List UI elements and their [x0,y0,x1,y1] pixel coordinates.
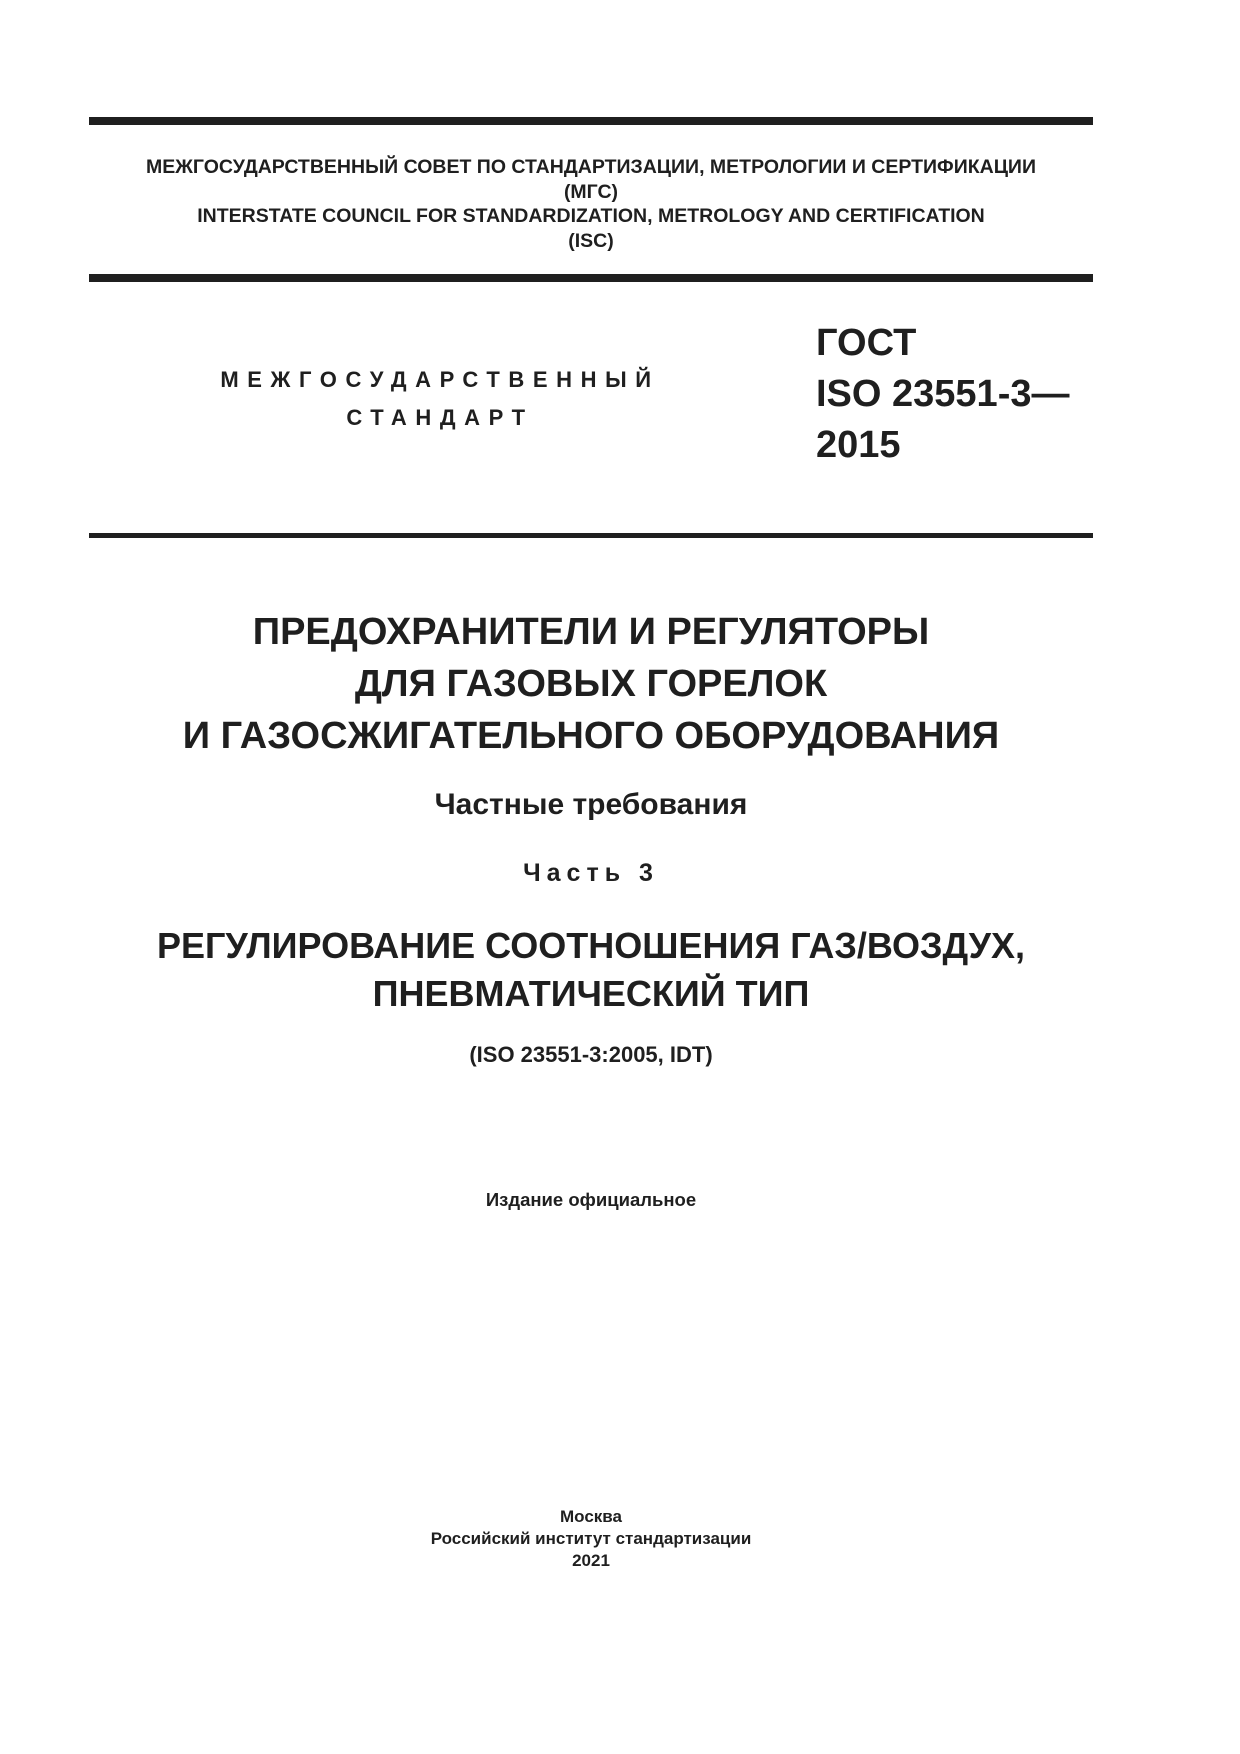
imprint-city: Москва [560,1507,622,1526]
part-title-line2: ПНЕВМАТИЧЕСКИЙ ТИП [372,973,810,1014]
title-line2: ДЛЯ ГАЗОВЫХ ГОРЕЛОК [354,663,828,705]
title-rule [89,533,1093,538]
part-title [89,922,1093,1018]
designation-line2: ISO 23551-3— [816,373,1070,415]
part-number: Часть 3 [523,859,659,887]
imprint-publisher: Российский институт стандартизации [430,1529,752,1548]
header-rule [89,274,1093,282]
council-name-en: INTERSTATE COUNCIL FOR STANDARDIZATION, METROLOGY AND CERTIFICATION [197,205,985,227]
designation-line1: ГОСТ [816,322,917,364]
council-abbr-ru: (МГС) [563,180,619,203]
council-header [89,155,1093,253]
standard-kind-line2: СТАНДАРТ [346,405,534,430]
designation-line3: 2015 [816,424,901,466]
standard-kind [140,361,740,437]
council-name-ru: МЕЖГОСУДАРСТВЕННЫЙ СОВЕТ ПО СТАНДАРТИЗАЦИИ, МЕТРОЛОГИИ И СЕРТИФИКАЦИИ [146,156,1036,178]
standard-kind-line1: МЕЖГОСУДАРСТВЕННЫЙ [220,367,660,392]
part-title-line1: РЕГУЛИРОВАНИЕ СООТНОШЕНИЯ ГАЗ/ВОЗДУХ, [156,925,1026,966]
edition-note: Издание официальное [485,1189,697,1210]
top-rule [89,117,1093,125]
iso-reference: (ISO 23551-3:2005, IDT) [469,1042,713,1067]
imprint [89,1506,1093,1572]
document-subtitle: Частные требования [434,788,748,821]
imprint-year: 2021 [572,1551,610,1570]
standard-designation [816,318,1069,471]
title-line3: И ГАЗОСЖИГАТЕЛЬНОГО ОБОРУДОВАНИЯ [182,715,1000,757]
title-line1: ПРЕДОХРАНИТЕЛИ И РЕГУЛЯТОРЫ [252,611,930,653]
council-abbr-en: (ISC) [568,229,614,252]
document-title [89,606,1093,762]
